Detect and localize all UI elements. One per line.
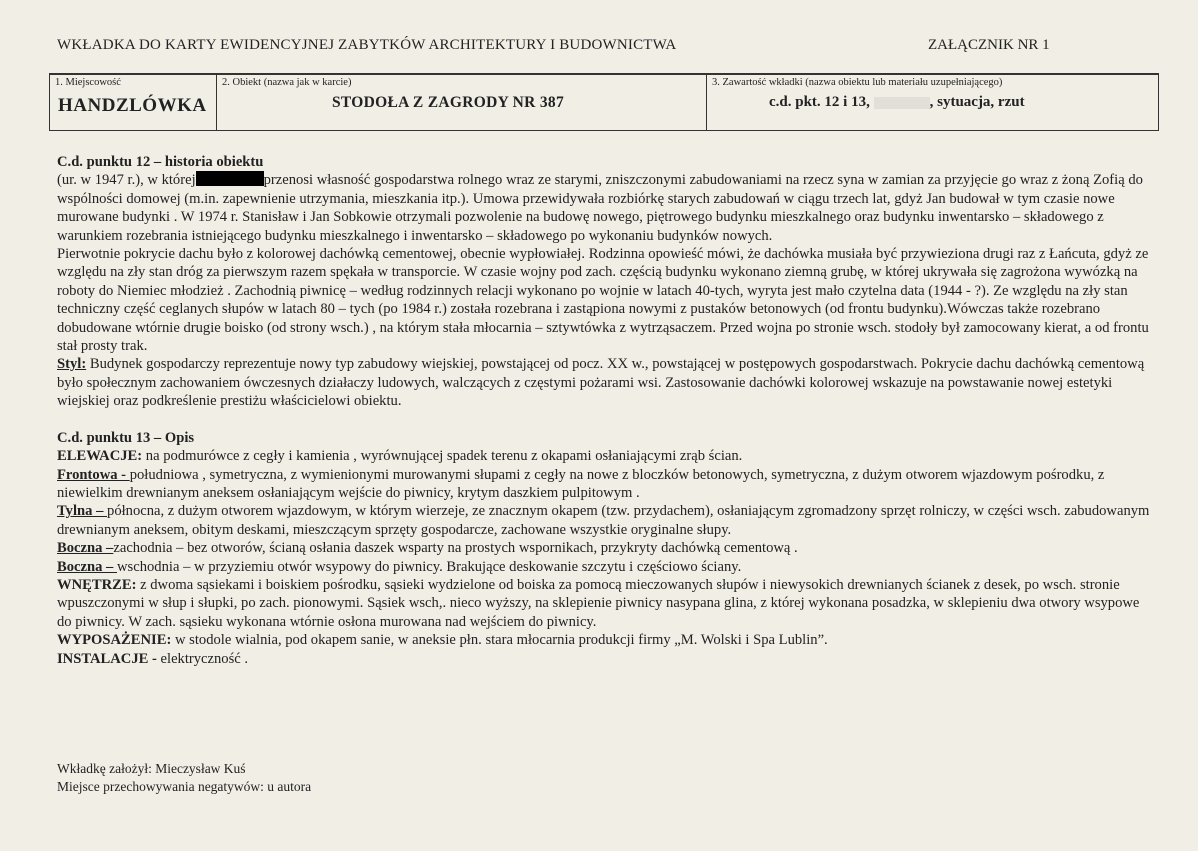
section-12-paragraph-2: Pierwotnie pokrycie dachu było z kolorowej dachówką cementowej, obecnie wypłowiałej. Rodzinna opowieść mówi, że dachówka musiała być przywieziona drugi raz z Łańcuta, gdyż ze względu na zły stan dróg za pierwszym razem spękała w transporcie. W czasie wojny pod zach. częścią budynku wykonano ziemną grubę, w której ukrywała się zagrożona wywózką na roboty do Niemiec młodzież . Zachodnią piwnicę – według rodzinnych relacji wykonano po wojnie w latach 40-tych, wyryta jest mało czytelna data (1944 - ?). Ze względu na zły stan techniczny część ceglanych słupów w latach 80 – tych (po 1984 r.) została rozebrana i zastąpiona nowymi z pustaków betonowych (od frontu budynku).Wówczas także rozebrano dobudowane wtórnie drugie boisko (od strony wsch.) , na którym stała młocarnia – sztywtówka z wytrząsaczem. Przed wojna po stronie wsch. stodoły był zamocowany kierat, a od frontu stał prosty trak.: [57, 246, 1149, 355]
front-elevation-paragraph: [57, 466, 1157, 503]
p1-start: (ur. w 1947 r.), w której: [57, 172, 196, 189]
place-cell: [50, 75, 217, 130]
interior-label: WNĘTRZE:: [57, 576, 137, 593]
style-paragraph: [57, 355, 1157, 410]
header-fields-table: [49, 73, 1159, 131]
redaction-bar: [196, 171, 264, 186]
interior-paragraph: [57, 576, 1157, 631]
east-elevation-paragraph: [57, 558, 1157, 576]
content-value-part-b: , sytuacja, rzut: [929, 94, 1025, 110]
side2-label: Boczna –: [57, 558, 117, 575]
elevations-text: na podmurówce z cegły i kamienia , wyrównującej spadek terenu z okapami osłaniającymi zrąb ścian.: [142, 448, 743, 465]
content-value-part-a: c.d. pkt. 12 i 13,: [769, 94, 870, 110]
document-title: WKŁADKA DO KARTY EWIDENCYJNEJ ZABYTKÓW ARCHITEKTURY I BUDOWNICTWA: [57, 37, 677, 53]
west-elevation-paragraph: [57, 539, 1157, 557]
installations-paragraph: [57, 650, 1157, 668]
side1-text: zachodnia – bez otworów, ścianą osłania daszek wsparty na prostych wspornikach, przykryty dachówką cementową .: [113, 540, 798, 557]
section-12-heading: C.d. punktu 12 – historia obiektu: [57, 154, 264, 170]
side1-label: Boczna –: [57, 540, 114, 557]
content-value: [769, 94, 1025, 111]
section-gap: [57, 411, 1157, 429]
interior-text: z dwoma sąsiekami i boiskiem pośrodku, sąsieki wydzielone od boiska za pomocą mieczowanych słupów i niewysokich drewnianych ścianek z desek, po wsch. stronie wpuszczonymi w słup i słupki, po zach. pionowymi. Sąsiek wsch,. nieco wyższy, na sklepienie piwnicy nasypana glina, z której wykonana posadzka, w sklepieniu dwa otwory wsypowe do piwnicy. W zach. sąsieku wykonana wtórnie osłona murowana nad wejściem do piwnicy.: [57, 576, 1140, 630]
document-body: [57, 153, 1157, 668]
back-text: północna, z dużym otworem wjazdowym, w którym wierzeje, ze znacznym okapem (tzw. przydachem), osłaniającym zgromadzony sprzęt rolniczy, w części wsch. zabudowanym drewnianym aneksem, obitym deskami, mieszczącym sprzęty gospodarcze, zachowane wszystkie oryginalne słupy.: [57, 503, 1150, 538]
equipment-label: WYPOSAŻENIE:: [57, 632, 172, 649]
style-label: Styl:: [57, 356, 87, 373]
content-cell: [707, 75, 1158, 130]
object-value: STODOŁA Z ZAGRODY NR 387: [332, 94, 564, 111]
author-line: Wkładkę założył: Mieczysław Kuś: [57, 761, 246, 776]
back-label: Tylna –: [57, 503, 108, 520]
front-text: południowa , symetryczna, z wymienionymi murowanymi słupami z cegły na nowe z bloczków betonowych, symetryczna, z dużym otworem wjazdowym pośrodku, z niewielkim drewnianym aneksem osłaniającym wejście do piwnicy, krytym daszkiem pulpitowym .: [57, 466, 1105, 501]
style-text: Budynek gospodarczy reprezentuje nowy typ zabudowy wiejskiej, powstającej od pocz. XX w., powstającej w postępowych gospodarstwach. Pokrycie dachu dachówką cementową było społecznym zachowaniem ówczesnych działaczy ludowych, walczących z częstymi pożarami wsi. Zastosowanie dachówki kolorowej wskazuje na powstawanie nowej estetyki wiejskiej oraz podkreślenie prestiżu właścicielowi obiektu.: [57, 356, 1145, 410]
section-12-paragraph-1: [57, 171, 1157, 245]
equipment-paragraph: [57, 631, 1157, 649]
installations-text: elektryczność .: [156, 650, 249, 667]
footer: [57, 760, 311, 796]
storage-line: Miejsce przechowywania negatywów: u autora: [57, 779, 312, 794]
content-label: 3. Zawartość wkładki (nazwa obiektu lub materiału uzupełniającego): [712, 77, 1003, 88]
place-label: 1. Miejscowość: [55, 77, 121, 88]
object-cell: [217, 75, 707, 130]
installations-label: INSTALACJE -: [57, 650, 157, 667]
object-label: 2. Obiekt (nazwa jak w karcie): [222, 77, 352, 88]
p1-rest: przenosi własność gospodarstwa rolnego wraz ze starymi, zniszczonymi zabudowaniami na rzecz syna w zamian za przyjęcie go wraz z żoną Zofią do wspólności domowej (m.in. zapewnienie utrzymania, mieszkania itp.). Umowa przewidywała rozbiórkę starych zabudowań w ciągu trzech lat, gdyż Jan budował w tym czasie nowe murowane budynki . W 1974 r. Stanisław i Jan Sobkowie otrzymali pozwolenie na budowę nowego, piętrowego budynku mieszkalnego oraz budynku inwentarsko – składowego z warunkiem rozebrania istniejącego budynku mieszkalnego i inwentarsko – składowego po wykonaniu budynków nowych.: [57, 172, 1143, 244]
back-elevation-paragraph: [57, 502, 1157, 539]
elevations-paragraph: [57, 447, 1157, 465]
side2-text: wschodnia – w przyziemiu otwór wsypowy do piwnicy. Brakujące deskowanie szczytu i częściowo ściany.: [117, 558, 742, 575]
section-13-heading: C.d. punktu 13 – Opis: [57, 429, 195, 446]
place-value: HANDZLÓWKA: [58, 95, 207, 116]
elevations-label: ELEWACJE:: [57, 448, 143, 465]
annex-number: ZAŁĄCZNIK NR 1: [928, 37, 1050, 53]
faded-redaction: [874, 97, 930, 109]
equipment-text: w stodole wialnia, pod okapem sanie, w aneksie płn. stara młocarnia produkcji firmy „M. Wolski i Spa Lublin”.: [171, 632, 828, 649]
front-label: Frontowa -: [57, 466, 130, 483]
